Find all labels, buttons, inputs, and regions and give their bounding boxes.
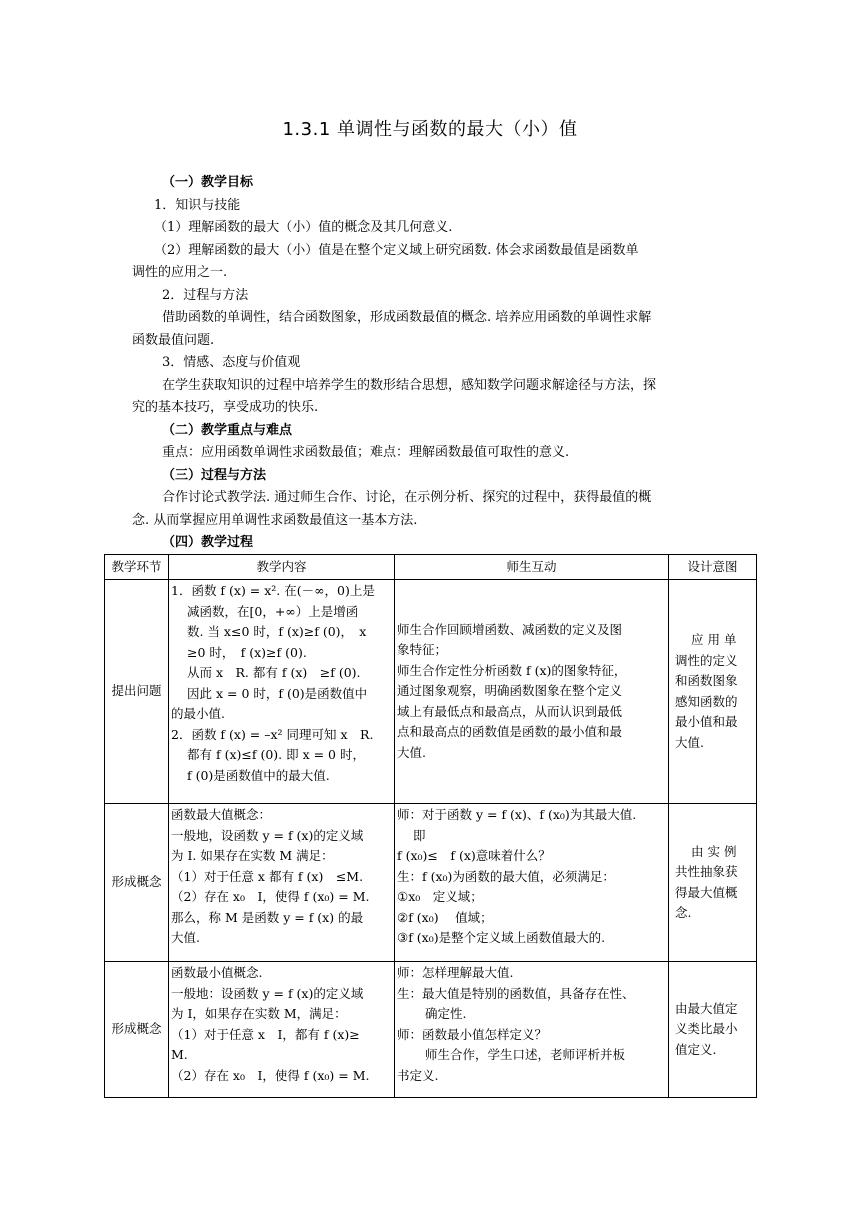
header-intent: 设计意图 [669,555,757,580]
row3-content-line: 函数最小值概念. [171,965,263,980]
row2-interaction-line: 师：对于函数 y = f (x)、f (x₀)为其最大值. [397,807,637,822]
objective-2-heading: 2．过程与方法 [162,287,249,303]
row3-interaction-line: 确定性. [425,1006,467,1021]
table-row [105,962,757,1098]
row2-interaction-line: ②f (x₀) 值域； [397,909,493,925]
row2-content-line: 大值. [171,930,200,945]
row1-interaction-line: 师生合作回顾增函数、减函数的定义及图 [397,621,623,637]
row3-stage: 形成概念 [105,962,169,1098]
header-interaction: 师生互动 [395,555,669,580]
row1-content-line: f (0)是函数值中的最大值. [187,767,330,783]
row1-content-line: 从而 x R. 都有 f (x) ≥f (0). [187,665,361,680]
row2-intent [669,804,757,962]
teaching-process-table [104,554,757,1098]
row3-content-line: （2）存在 x₀ I，使得 f (x₀) = M. [171,1067,370,1083]
section-body [132,172,732,555]
row1-interaction-line: 象特征； [397,642,448,658]
row2-intent-line: 念. [675,905,692,920]
row3-intent [669,962,757,1098]
row2-content-line: 那么，称 M 是函数 y = f (x) 的最 [171,909,364,925]
row2-stage: 形成概念 [105,804,169,962]
row1-stage: 提出问题 [105,580,169,804]
row3-interaction-line: 书定义. [397,1067,439,1083]
row2-content-line: 一般地，设函数 y = f (x)的定义域 [171,827,364,843]
objective-2-paragraph-b: 函数最值问题. [132,332,215,348]
objective-1-paragraph-2b: 调性的应用之一. [132,265,228,280]
keypoints-paragraph: 重点：应用函数单调性求函数最值；难点：理解函数最值可取性的意义. [162,445,570,460]
row3-interaction-line: 师：怎样理解最大值. [397,965,514,980]
table-row [105,804,757,962]
section-heading-objectives: （一）教学目标 [162,175,254,190]
objective-1-paragraph-2a: （2）理解函数的最大（小）值是在整个定义域上研究函数. 体会求函数最值是函数单 [154,242,639,258]
row2-intent-line: 由 实 例 [691,843,737,859]
row1-content-line: ≥0 时， f (x)≥f (0). [187,644,307,660]
row1-interaction-line: 域上有最低点和最高点，从而认识到最低 [397,703,623,719]
row2-interaction-line: f (x₀)≤ f (x)意味着什么？ [397,848,551,863]
row3-content-line: （1）对于任意 x I，都有 f (x)≥ [171,1026,360,1042]
row3-content-line: 为 I，如果存在实数 M，满足： [171,1006,347,1021]
row3-intent-line: 义类比最小 [675,1021,738,1037]
row1-content-line: 2．函数 f (x) = –x² 同理可知 x R. [171,726,374,742]
row3-intent-line: 值定义. [675,1041,717,1057]
row1-content-line: 都有 f (x)≤f (0). 即 x = 0 时， [187,747,365,762]
objective-1-heading: 1．知识与技能 [154,197,241,213]
row1-interaction-line: 通过图象观察，明确函数图象在整个定义 [397,683,623,699]
row1-intent-line: 最小值和最 [675,714,738,729]
row2-intent-line: 共性抽象获 [675,864,738,879]
methods-paragraph-a: 合作讨论式教学法. 通过师生合作、讨论，在示例分析、探究的过程中，获得最值的概 [162,490,652,505]
row1-content-line: 的最小值. [171,706,225,721]
row2-content-line: 函数最大值概念： [171,807,272,822]
objective-1-paragraph-1: （1）理解函数的最大（小）值的概念及其几何意义. [154,220,453,235]
row1-interaction-line: 师生合作定性分析函数 f (x)的图象特征， [397,662,627,678]
objective-3-paragraph-a: 在学生获取知识的过程中培养学生的数形结合思想，感知数学问题求解途径与方法，探 [162,377,657,393]
row3-interaction-line: 师：函数最小值怎样定义？ [397,1026,548,1042]
row1-intent [669,580,757,804]
row2-content [169,804,395,962]
row3-content-line: 一般地：设函数 y = f (x)的定义域 [171,985,364,1001]
row1-interaction [395,580,669,804]
row2-content-line: （1）对于任意 x 都有 f (x) ≤M. [171,868,364,884]
row1-content-line: 数. 当 x≤0 时，f (x)≥f (0)， x [187,624,367,639]
section-heading-keypoints: （二）教学重点与难点 [162,422,293,438]
row1-intent-line: 和函数图象 [675,673,738,688]
row2-interaction-line: ③f (x₀)是整个定义域上函数值最大的. [397,930,606,945]
row1-intent-line: 调性的定义 [675,652,738,668]
row2-content-line: 为 I. 如果存在实数 M 满足： [171,848,334,863]
row2-interaction-line: ①x₀ 定义域； [397,889,483,904]
row3-content [169,962,395,1098]
row1-content-line: 1．函数 f (x) = x². 在(－∞，0)上是 [171,583,375,598]
row1-intent-line: 大值. [675,734,704,750]
table-header-row [105,555,757,580]
row3-interaction-line: 师生合作，学生口述，老师评析并板 [425,1047,626,1062]
row1-interaction-line: 大值. [397,744,426,760]
section-heading-process: （四）教学过程 [162,535,254,550]
methods-paragraph-b: 念. 从而掌握应用单调性求函数最值这一基本方法. [132,512,418,528]
header-stage: 教学环节 [105,555,169,580]
row1-content [169,580,395,804]
row2-interaction-line: 生：f (x₀)为函数的最大值，必须满足： [397,868,615,884]
table-row [105,580,757,804]
row3-content-line: M. [171,1047,188,1062]
objective-2-paragraph-a: 借助函数的单调性，结合函数图象，形成函数最值的概念. 培养应用函数的单调性求解 [162,310,652,325]
row2-interaction [395,804,669,962]
objective-3-paragraph-b: 究的基本技巧，享受成功的快乐. [132,400,319,415]
row1-intent-line: 应 用 单 [691,632,737,647]
row2-intent-line: 得最大值概 [675,884,738,900]
section-heading-methods: （三）过程与方法 [162,467,267,483]
row1-interaction-line: 点和最高点的函数值是函数的最小值和最 [397,724,623,740]
row3-intent-line: 由最大值定 [675,1000,738,1016]
document-title: 1.3.1 单调性与函数的最大（小）值 [282,119,578,140]
row3-interaction-line: 生：最大值是特别的函数值，具备存在性、 [397,985,635,1001]
row2-content-line: （2）存在 x₀ I，使得 f (x₀) = M. [171,889,370,904]
row3-interaction [395,962,669,1098]
row2-interaction-line: 即 [413,827,426,843]
objective-3-heading: 3．情感、态度与价值观 [162,355,301,370]
row1-intent-line: 感知函数的 [675,693,738,709]
header-content: 教学内容 [169,555,395,580]
row1-content-line: 因此 x = 0 时，f (0)是函数值中 [187,685,368,701]
row1-content-line: 减函数，在[0，+∞）上是增函 [187,603,359,619]
